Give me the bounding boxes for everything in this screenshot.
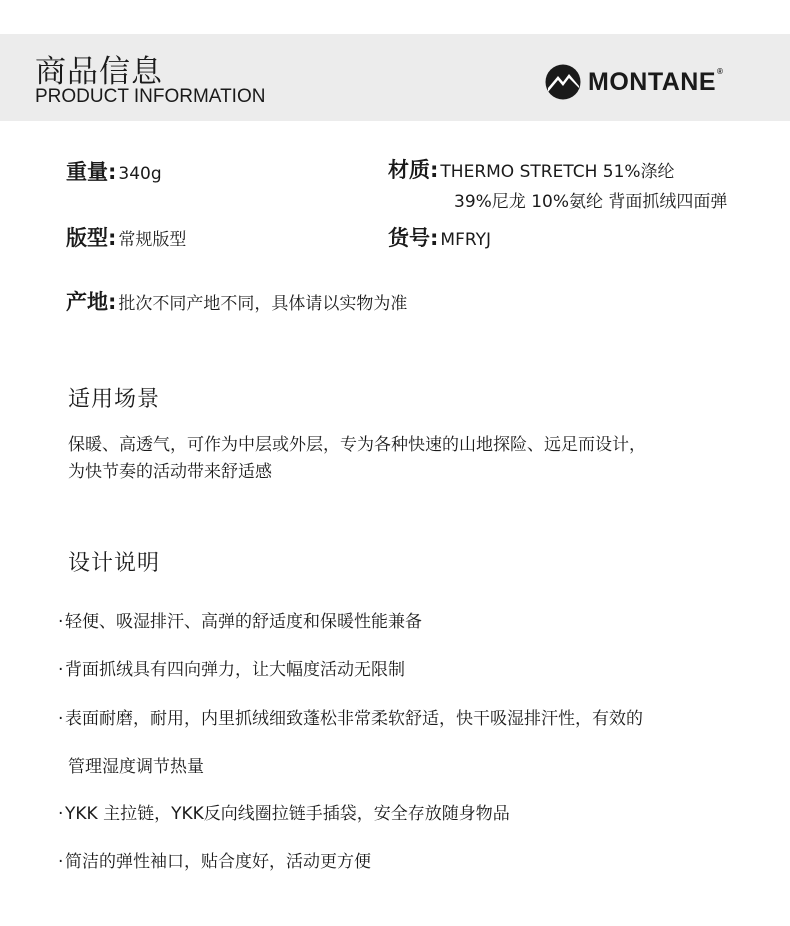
design-bullet-item (58, 847, 371, 872)
spec-weight-value: 340g (118, 164, 162, 184)
design-bullet-item (58, 607, 422, 632)
usage-section-title: 适用场景 (68, 387, 161, 412)
bullet-dot: · (58, 709, 64, 729)
design-bullet-continuation: 管理湿度调节热量 (68, 757, 204, 777)
design-bullet-item (58, 799, 510, 824)
spec-weight (66, 162, 162, 183)
bullet-dot: · (58, 660, 64, 680)
spec-fit-colon: : (108, 226, 117, 250)
spec-origin-value: 批次不同产地不同，具体请以实物为准 (118, 294, 408, 314)
spec-item-no-label: 货号 (388, 226, 430, 250)
spec-material-value-line1: THERMO STRETCH 51%涤纶 (440, 162, 675, 182)
design-bullet-text: 背面抓绒具有四向弹力，让大幅度活动无限制 (65, 660, 405, 680)
spec-weight-colon: : (108, 160, 117, 184)
spec-material-colon: : (430, 158, 439, 182)
spec-fit-label: 版型 (66, 226, 108, 250)
usage-line-1: 保暖、高透气，可作为中层或外层，专为各种快速的山地探险、远足而设计， (68, 435, 646, 455)
spec-item-no-colon: : (430, 226, 439, 250)
spec-material-value-line2: 39%尼龙 10%氨纶 背面抓绒四面弹 (454, 192, 728, 212)
spec-material (388, 160, 675, 181)
spec-origin-colon: : (108, 290, 117, 314)
bullet-dot: · (58, 852, 64, 872)
spec-weight-label: 重量 (66, 160, 108, 184)
spec-origin-label: 产地 (66, 290, 108, 314)
spec-item-no-value: MFRYJ (440, 230, 491, 250)
registered-mark: ® (717, 66, 724, 76)
brand-name: MONTANE® (588, 66, 724, 96)
montane-mountain-circle-logo-icon (545, 64, 581, 100)
design-bullet-text: 表面耐磨，耐用，内里抓绒细致蓬松非常柔软舒适，快干吸湿排汗性，有效的 (65, 709, 643, 729)
bullet-dot: · (58, 612, 64, 632)
spec-item-no (388, 228, 491, 249)
usage-paragraph (68, 432, 758, 486)
design-bullet-text: 轻便、吸湿排汗、高弹的舒适度和保暖性能兼备 (65, 612, 422, 632)
page-subtitle: PRODUCT INFORMATION (35, 86, 266, 107)
design-bullet-item (58, 704, 643, 729)
spec-fit-value: 常规版型 (118, 230, 187, 250)
design-section-title: 设计说明 (68, 551, 161, 576)
design-bullet-item (58, 655, 405, 680)
brand-logo (545, 63, 723, 101)
spec-fit (66, 228, 186, 249)
bullet-dot: · (58, 804, 64, 824)
spec-origin (66, 292, 407, 313)
design-bullet-text: 简洁的弹性袖口，贴合度好，活动更方便 (65, 852, 371, 872)
page-title: 商品信息 (35, 54, 163, 90)
design-bullet-text: YKK 主拉链，YKK反向线圈拉链手插袋，安全存放随身物品 (65, 804, 510, 824)
usage-line-2: 为快节奏的活动带来舒适感 (68, 462, 272, 482)
spec-material-label: 材质 (388, 158, 430, 182)
